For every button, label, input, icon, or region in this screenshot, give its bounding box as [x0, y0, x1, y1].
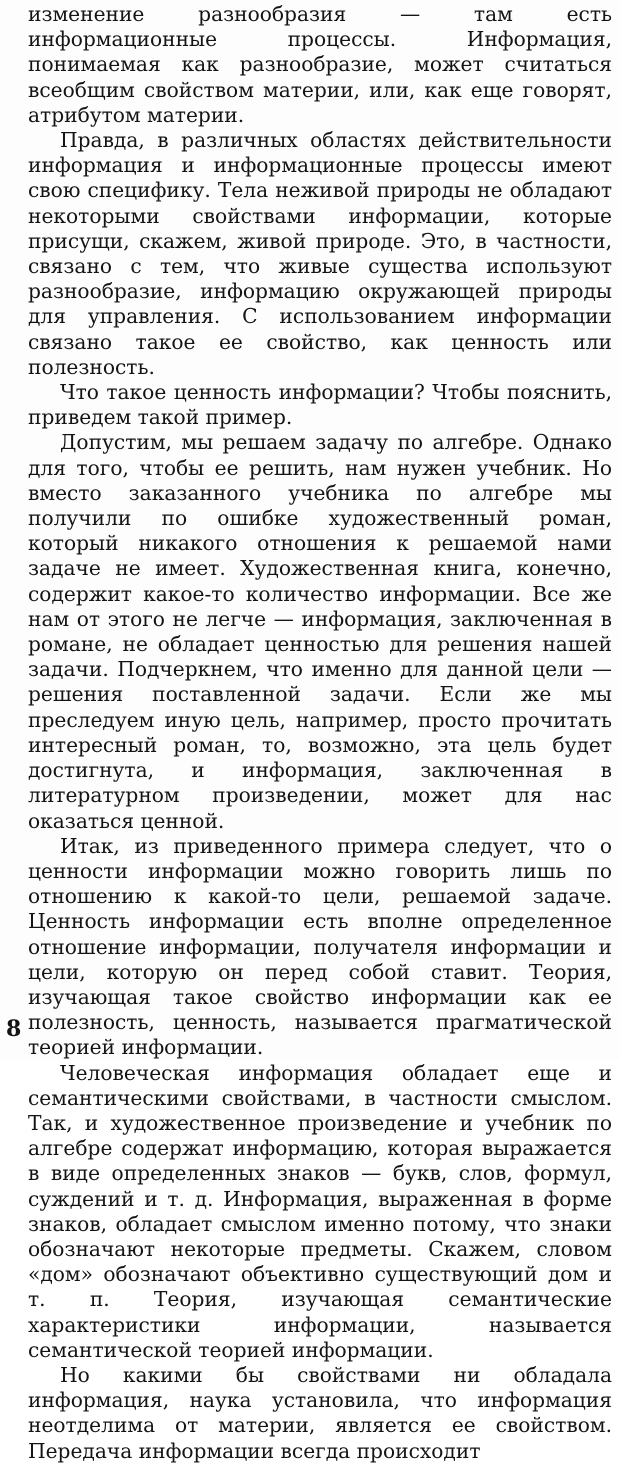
paragraph: Но какими бы свойствами ни обладала информация, наука установила, что информация неотделима от материи, является ее свойством. Передача информации всегда происходит [28, 1362, 612, 1463]
paragraph: Допустим, мы решаем задачу по алгебре. Однако для того, чтобы ее решить, нам нужен учебник. Но вместо заказанного учебника по алгебре мы получили по ошибке художественный роман, который никакого отношения к решаемой нами задаче не имеет. Художественная книга, конечно, содержит какое-то количество информации. Все же нам от этого не легче — информация, заключенная в романе, не обладает ценностью для решения нашей задачи. Подчеркнем, что именно для данной цели — решения поставленной задачи. Если же мы преследуем иную цель, например, просто прочитать интересный роман, то, возможно, эта цель будет достигнута, и информация, заключенная в литературном произведении, может для нас оказаться ценной. [28, 430, 612, 833]
paragraph-continued: изменение разнообразия — там есть информационные процессы. Информация, понимаемая как разнообразие, может считаться всеобщим свойством материи, или, как еще говорят, атрибутом материи. [28, 2, 612, 127]
paragraph: Правда, в различных областях действительности информация и информационные процессы имеют свою специфику. Тела неживой природы не обладают некоторыми свойствами информации, которые присущи, скажем, живой природе. Это, в частности, связано с тем, что живые существа используют разнообразие, информацию окружающей природы для управления. С использованием информации связано такое ее свойство, как ценность или полезность. [28, 128, 612, 379]
page-number: 8 [6, 1016, 22, 1042]
paragraph: Итак, из приведенного примера следует, что о ценности информации можно говорить лишь по отношению к какой-то цели, решаемой задаче. Ценность информации есть вполне определенное отношение информации, получателя информации и цели, которую он перед собой ставит. Теория, изучающая такое свойство информации как ее полезность, ценность, называется прагматической теорией информации. [28, 833, 612, 1060]
body-text [28, 2, 612, 1464]
paragraph: Человеческая информация обладает еще и семантическими свойствами, в частности смыслом. Так, и художественное произведение и учебник по алгебре содержат информацию, которая выражается в виде определенных знаков — букв, слов, формул, суждений и т. д. Информация, выраженная в форме знаков, обладает смыслом именно потому, что знаки обозначают некоторые предметы. Скажем, словом «дом» обозначают объективно существующий дом и т. п. Теория, изучающая семантические характеристики информации, называется семантической теорией информации. [28, 1060, 612, 1362]
paragraph: Что такое ценность информации? Чтобы пояснить, приведем такой пример. [28, 380, 612, 430]
